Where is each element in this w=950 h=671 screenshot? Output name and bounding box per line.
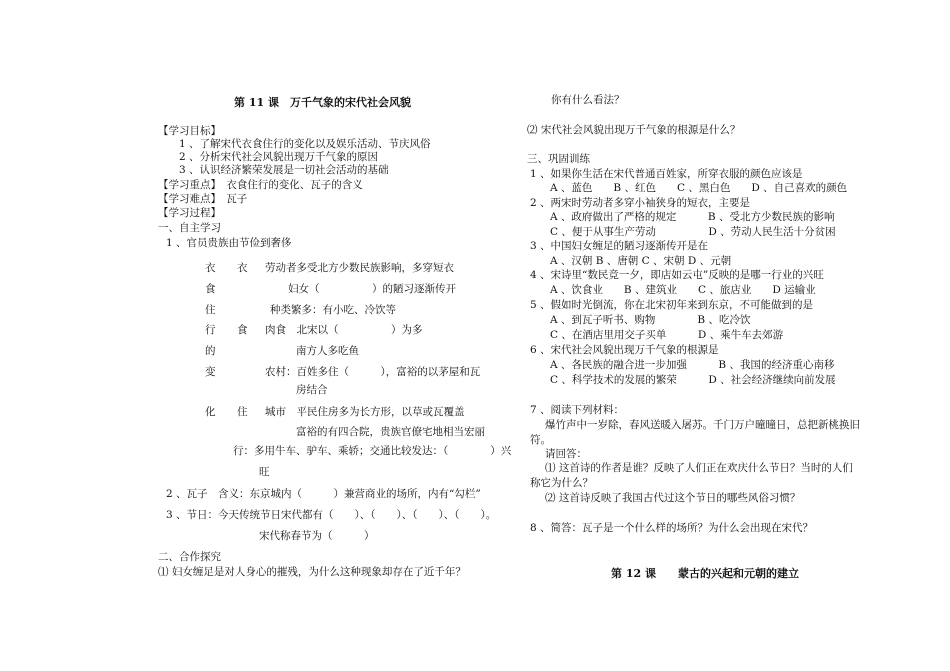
char-hua: 化 <box>205 406 216 418</box>
lesson-11-title: 第 11 课 万千气象的宋代社会风貌 <box>234 96 411 109</box>
goal-1: 1 、了解宋代衣食住行的变化以及娱乐活动、节庆风俗 <box>179 138 431 150</box>
rural-housing-text: 农村：百姓多住（ ），富裕的以茅屋和瓦 <box>265 366 481 378</box>
question-2: ⑵ 宋代社会风貌出现万千气象的根源是什么？ <box>527 124 741 136</box>
practice-q7: 7 、阅读下列材料： <box>530 404 625 416</box>
transport-cont: 旺 <box>259 466 270 478</box>
char-xing: 行 <box>205 324 216 336</box>
south-fish-text: 南方人多吃鱼 <box>296 345 359 357</box>
section-self-study: 一、自主学习 <box>158 222 221 234</box>
rural-housing-cont: 房结合 <box>296 384 328 396</box>
item-wazi: 2 、瓦子 含义：东京城内（ ）兼营商业的场所，内有“勾栏” <box>166 488 481 500</box>
item-festivals: 3 、节日：今天传统节日宋代都有（ ）、（ ）、（ ）、（ ）。 <box>166 509 497 521</box>
city-housing-text: 城市 平民住房多为长方形，以草或瓦覆盖 <box>265 406 465 418</box>
char-zhu: 住 <box>205 304 216 316</box>
practice-q1-options: A 、蓝色 B 、红色 C 、黑白色 D 、自己喜欢的颜色 <box>550 182 848 194</box>
meat-text: 肉食 北宋以（ ）为多 <box>265 324 423 336</box>
practice-q5-options-1: A 、到瓦子听书、购物 B 、吃冷饮 <box>550 314 751 326</box>
char-shi-2: 食 <box>237 324 248 336</box>
foot-binding-text: 妇女（ ）的陋习逐渐传开 <box>288 283 456 295</box>
sub-question-1-cont: 称它为什么？ <box>530 477 593 489</box>
practice-q2-options-1: A 、政府做出了严格的规定 B 、受北方少数民族的影响 <box>550 211 835 223</box>
practice-q3-options: A 、汉朝 B 、唐朝 C 、宋朝 D 、元朝 <box>550 255 732 267</box>
answer-prompt: 请回答： <box>545 448 587 460</box>
char-yi: 衣 <box>205 262 216 274</box>
practice-q4: 4 、宋诗里“数民竞一夕，即店如云屯”反映的是哪一行业的兴旺 <box>530 269 824 281</box>
lesson-12-title: 第 12 课 蒙古的兴起和元朝的建立 <box>611 567 799 580</box>
sub-question-2: ⑵ 这首诗反映了我国古代过这个节日的哪些风俗习惯？ <box>545 492 801 504</box>
practice-q5: 5 、假如时光倒流，你在北宋初年来到东京，不可能做到的是 <box>530 299 814 311</box>
practice-q6: 6 、宋代社会风貌出现万千气象的根源是 <box>530 344 719 356</box>
practice-q5-options-2: C 、在酒店里用交子买单 D 、乘牛车去郊游 <box>550 329 784 341</box>
poem-line-1: 爆竹声中一岁除，春风送暖入屠苏。千门万户曈曈日，总把新桃换旧 <box>545 419 860 431</box>
clothing-text: 劳动者多受北方少数民族影响，多穿短衣 <box>265 262 454 274</box>
food-variety-text: 种类繁多：有小吃、冷饮等 <box>270 304 396 316</box>
section-practice: 三、巩固训练 <box>527 153 590 165</box>
practice-q2: 2 、两宋时劳动者多穿小袖狭身的短衣，主要是 <box>530 197 751 209</box>
practice-q1: 1 、如果你生活在宋代普通百姓家，所穿衣服的颜色应该是 <box>530 168 803 180</box>
practice-q2-options-2: C 、便于从事生产劳动 D 、劳动人民生活十分贫困 <box>550 226 836 238</box>
sub-question-1: ⑴ 这首诗的作者是谁？反映了人们正在欢庆什么节日？当时的人们 <box>545 462 853 474</box>
char-yi-2: 衣 <box>237 262 248 274</box>
practice-q4-options: A 、饮食业 B 、建筑业 C 、旅店业 D 运输业 <box>550 284 816 296</box>
practice-q8: 8 、简答：瓦子是一个什么样的场所？为什么会出现在宋代？ <box>530 522 814 534</box>
key-points: 【学习重点】 衣食住行的变化、瓦子的含义 <box>158 179 363 191</box>
opinion-prompt: 你有什么看法？ <box>551 94 625 106</box>
process-heading: 【学习过程】 <box>158 207 221 219</box>
goal-2: 2 、分析宋代社会风貌出现万千气象的原因 <box>179 151 379 163</box>
question-1: ⑴ 妇女缠足是对人身心的摧残，为什么这种现象却存在了近千年？ <box>158 566 466 578</box>
rich-housing-text: 富裕的有四合院，贵族官僚宅地相当宏丽 <box>296 426 485 438</box>
transport-text: 行：多用牛车、驴车、乘轿；交通比较发达：（ ）兴 <box>233 445 512 457</box>
practice-q3: 3 、中国妇女缠足的陋习逐渐传开是在 <box>530 240 709 252</box>
poem-line-2: 符。 <box>530 434 551 446</box>
char-zhu-2: 住 <box>237 406 248 418</box>
item-officials: 1 、官员贵族由节俭到奢侈 <box>166 237 292 249</box>
char-de: 的 <box>205 345 216 357</box>
practice-q6-options-1: A 、各民族的融合进一步加强 B 、我国的经济重心南移 <box>550 359 835 371</box>
char-shi: 食 <box>205 283 216 295</box>
difficult-points: 【学习难点】 瓦子 <box>158 193 248 205</box>
section-cooperative: 二、合作探究 <box>158 551 221 563</box>
goal-3: 3 、认识经济繁荣发展是一切社会活动的基础 <box>179 164 389 176</box>
practice-q6-options-2: C 、科学技术的发展的繁荣 D 、社会经济继续向前发展 <box>550 374 836 386</box>
char-bian: 变 <box>205 366 216 378</box>
spring-festival-text: 宋代称春节为（ ） <box>259 530 375 542</box>
goals-heading: 【学习目标】 <box>158 125 221 137</box>
